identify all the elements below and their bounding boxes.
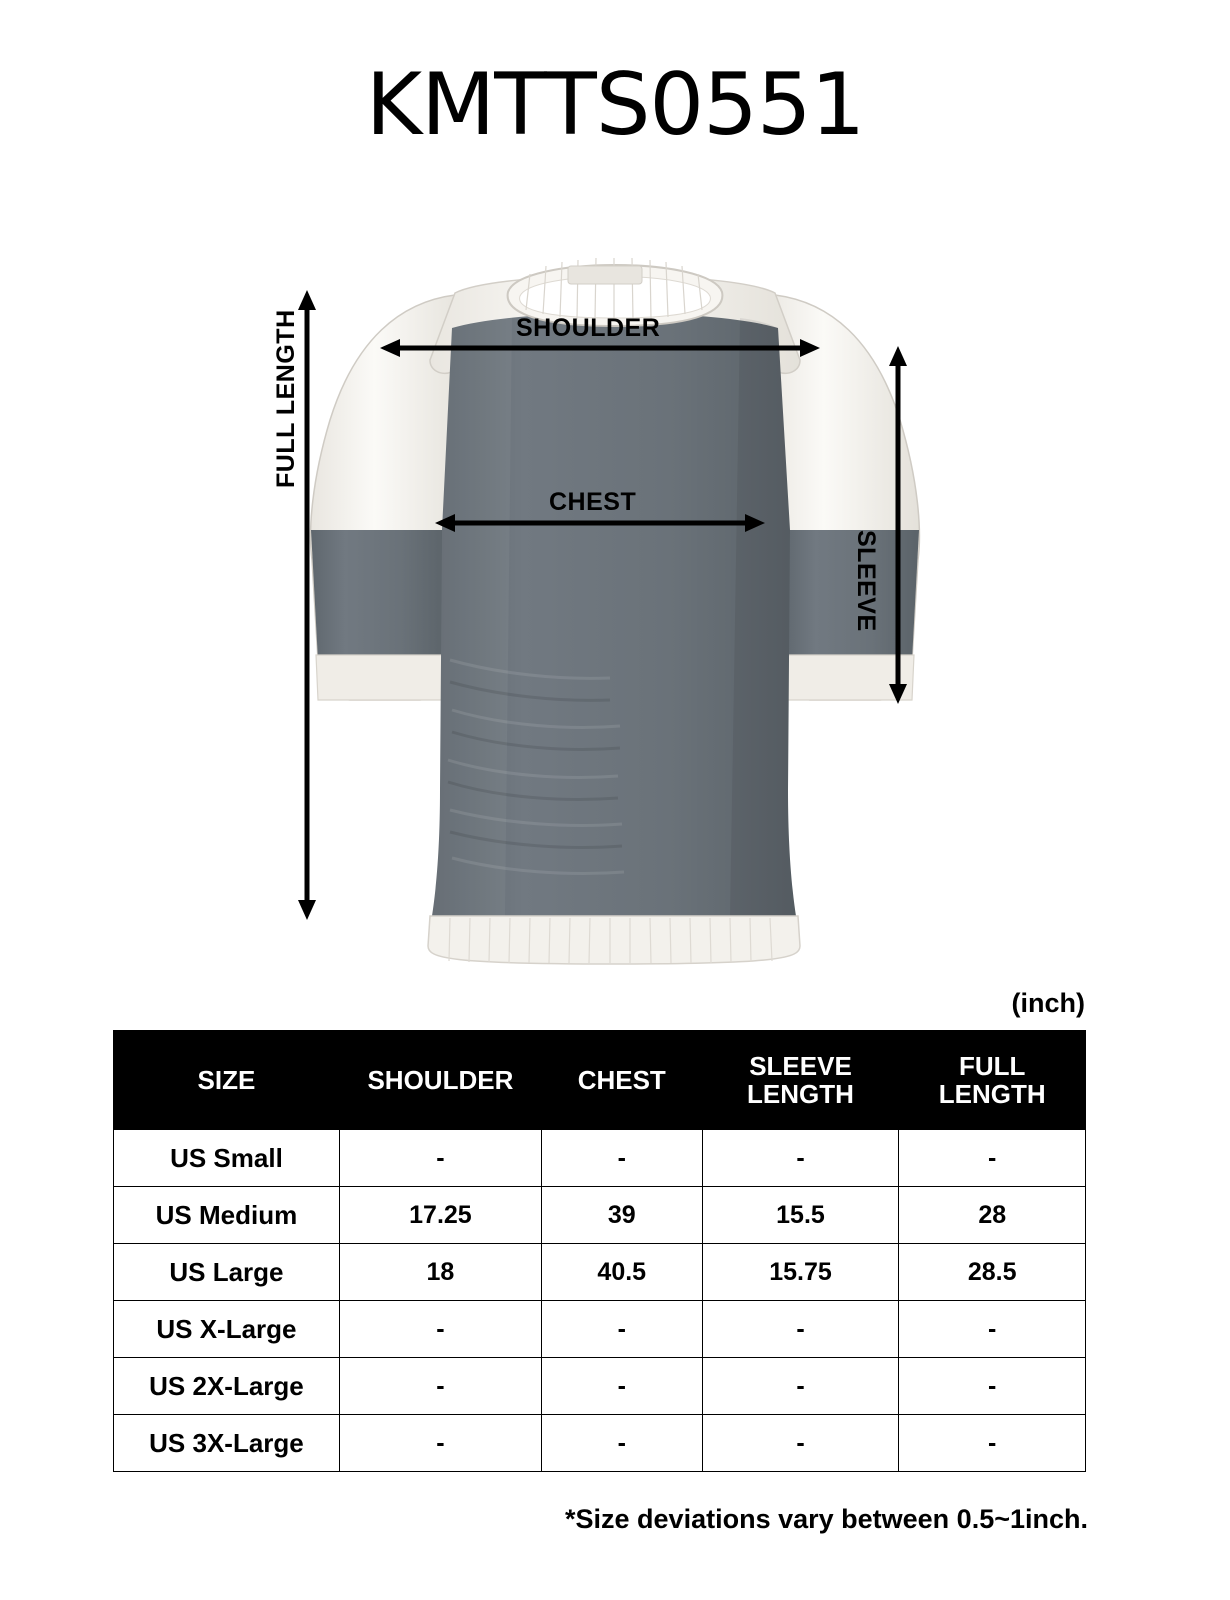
header-sleeve-line2: LENGTH <box>747 1079 854 1109</box>
cell-size: US Small <box>114 1130 340 1187</box>
cell-full: - <box>899 1301 1086 1358</box>
full-length-label: FULL LENGTH <box>272 309 300 488</box>
table-row <box>114 1301 1086 1358</box>
chest-label: CHEST <box>549 488 637 516</box>
cell-shoulder: - <box>339 1415 541 1472</box>
cell-sleeve: - <box>702 1301 899 1358</box>
table-header-row <box>114 1031 1086 1130</box>
cell-shoulder: 17.25 <box>339 1187 541 1244</box>
cell-size: US Medium <box>114 1187 340 1244</box>
header-full-line2: LENGTH <box>938 1079 1046 1109</box>
cell-full: - <box>899 1130 1086 1187</box>
header-full-line1: FULL <box>959 1050 1026 1081</box>
cell-full: - <box>899 1415 1086 1472</box>
cell-shoulder: - <box>339 1301 541 1358</box>
table-row <box>114 1358 1086 1415</box>
header-shoulder: SHOULDER <box>339 1031 541 1130</box>
shoulder-label: SHOULDER <box>516 314 661 342</box>
cell-shoulder: - <box>339 1358 541 1415</box>
table-row <box>114 1130 1086 1187</box>
header-full-length <box>899 1031 1086 1130</box>
header-chest: CHEST <box>541 1031 702 1130</box>
page-title: KMTTS0551 <box>365 55 865 155</box>
header-sleeve-line1: SLEEVE <box>749 1050 852 1081</box>
size-chart-table <box>113 1030 1086 1472</box>
bottom-hem <box>428 916 800 964</box>
cell-full: - <box>899 1358 1086 1415</box>
header-sleeve-length <box>702 1031 899 1130</box>
cell-size: US 2X-Large <box>114 1358 340 1415</box>
cell-size: US X-Large <box>114 1301 340 1358</box>
table-row <box>114 1415 1086 1472</box>
cell-sleeve: - <box>702 1130 899 1187</box>
table-row <box>114 1244 1086 1301</box>
cell-size: US 3X-Large <box>114 1415 340 1472</box>
cell-sleeve: - <box>702 1415 899 1472</box>
cell-chest: 40.5 <box>541 1244 702 1301</box>
cell-chest: - <box>541 1130 702 1187</box>
cell-sleeve: - <box>702 1358 899 1415</box>
cell-sleeve: 15.5 <box>702 1187 899 1244</box>
cell-size: US Large <box>114 1244 340 1301</box>
cell-shoulder: 18 <box>339 1244 541 1301</box>
size-deviation-note: *Size deviations vary between 0.5~1inch. <box>565 1504 1088 1534</box>
cell-full: 28.5 <box>899 1244 1086 1301</box>
cell-full: 28 <box>899 1187 1086 1244</box>
unit-note: (inch) <box>1011 988 1085 1018</box>
cell-chest: 39 <box>541 1187 702 1244</box>
cell-shoulder: - <box>339 1130 541 1187</box>
cell-chest: - <box>541 1415 702 1472</box>
table-row <box>114 1187 1086 1244</box>
header-size: SIZE <box>114 1031 340 1130</box>
sleeve-label: SLEEVE <box>852 530 880 632</box>
cell-chest: - <box>541 1301 702 1358</box>
cell-chest: - <box>541 1358 702 1415</box>
cell-sleeve: 15.75 <box>702 1244 899 1301</box>
garment-diagram <box>0 230 1230 970</box>
